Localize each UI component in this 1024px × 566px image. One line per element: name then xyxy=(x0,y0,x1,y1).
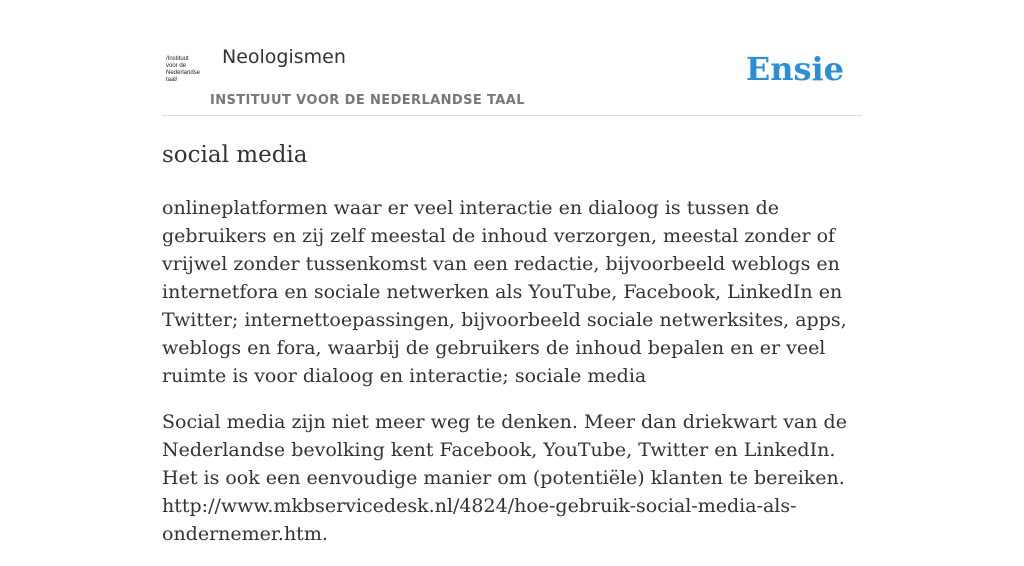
logo-line: Nederlandse xyxy=(166,70,201,76)
institute-logo[interactable] xyxy=(166,56,208,90)
logo-line: voor de xyxy=(166,63,187,69)
source-header xyxy=(162,40,862,116)
source-organization: INSTITUUT VOOR DE NEDERLANDSE TAAL xyxy=(210,93,525,108)
entry-term: social media xyxy=(162,142,308,168)
ensie-logo[interactable]: Ensie xyxy=(745,50,844,88)
source-name[interactable]: Neologismen xyxy=(222,46,346,68)
entry-definition: onlineplatformen waar er veel interactie en dialoog is tussen de gebruikers en zij zelf meestal de inhoud verzorgen, meestal zonder of vrijwel zonder tussenkomst van een redactie, bijvoorbeeld weblogs en internetfora en sociale netwerken als YouTube, Facebook, LinkedIn en Twitter; internettoepassingen, bijvoorbeeld sociale netwerksites, apps, weblogs en fora, waarbij de gebruikers de inhoud bepalen en er veel ruimte is voor dialoog en interactie; sociale media xyxy=(162,197,847,387)
logo-line: /Instituut xyxy=(166,56,189,62)
logo-line: taal/ xyxy=(166,77,178,83)
entry-content xyxy=(162,138,862,566)
entry-example: Social media zijn niet meer weg te denken. Meer dan driekwart van de Nederlandse bevolking kent Facebook, YouTube, Twitter en LinkedIn. Het is ook een eenvoudige manier om (potentiële) klanten te bereiken. http://www.mkbservicedesk.nl/4824/hoe-gebruik-social-media-als-ondernemer.htm. xyxy=(162,411,847,545)
